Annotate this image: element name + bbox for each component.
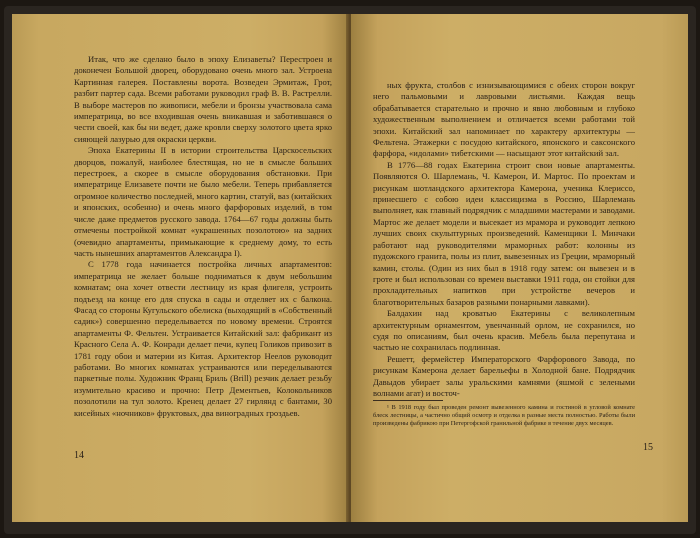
paragraph: Итак, что же сделано было в эпоху Елизаветы? Перестроен и доконечен Большой дворец, оборудовано очень много зал. Устроена Картинная галерея. Поставлены ворота. Возведен Эрмитаж, Грот, разбит партер сада. Всеми работами руководил граф В. В. Растрелли. В выборе мастеров по живописи, мебели и бронзы участвовала сама императрица, во все входившая очень вникавшая и заботившаяся о чести своей, как бы ни ведет, даже кровли сверху золотого цвета ярко сияющей лазурью для окраски церкви. (74, 54, 332, 144)
left-page-text (74, 54, 332, 419)
right-page-text (373, 80, 635, 399)
paragraph: С 1778 года начинается постройка личных апартаментов: императрица не желает больше подниматься к двум небольшим комнатам; она хочет отвести лестницу из края флигеля, устроить подъезд на конце его для спуска в сады и отделяет их с балкона. Фасад со стороны Кугульского обелиска (выходящий в «Собственный садик») совершенно переделывается по новому времени. Строятся апартаменты Ф. Фельтен. Устраивается Китайский зал: фабрикант из Красного Села А. Ф. Конради делает печи, купец Голиков привозит в 1781 году обои и материи из Китая. Архитектор Неелов руководит работами. Во многих комнатах устраиваются или переделываются паркетные полы. Художник Франц Бриль (Brill) резчик делает резьбу изумительно красиво и прочно: Петр Дементьев, Колокольников позолотили на тул золото. Кренец делает 27 гирлянд с бантами, 30 кисейных «ночников» фруктовых, два виноградных гроздьев. (74, 259, 332, 418)
paragraph: Эпоха Екатерины II в истории строительства Царскосельских дворцов, пожалуй, наиболее блестящая, но не в смысле больших перестроек, а скорее в смысле оборудования обстановки. При императрице Елизавете почти не было мебели. Теперь прибавляется огромное количество последней, много картин, статуй, ваз (китайских и японских, особенно) и очень много фарфоровых изделий, в том числе даже предметов русского завода. 1764—67 годы должны быть отмечены постройкой комнат «украшенных позолотою» на задних (очевидно апартаменты, примыкающие к среднему дому, то есть часть нынешних апартаментов Александра I). (74, 145, 333, 258)
paragraph: ных фрукта, столбов с изнизывающимися с обеих сторон вокруг него пальмовыми и лавровыми листьями. Каждая вещь обрабатывается старательно и прочно и явно любовным и глубоко художественным выполнением и отличается всеми работами той эпохи. Китайский зал напоминает по характеру архитектуры — Фельтена. Этажерки с посудою китайского, японского и саксонского фарфора, «идолами» тибетскими — насыщают этот китайский зал. (373, 80, 635, 159)
paragraph: Балдахин над кроватью Екатерины с великолепным архитектурным орнаментом, увенчанный орлом, не сохранился, но судя по описаниям, был очень красив. Мебель была перепутана и частью не сохранилась подлинная. (373, 308, 635, 353)
right-page-number: 15 (643, 442, 653, 453)
left-page (12, 14, 349, 522)
left-page-number: 14 (74, 450, 84, 461)
footnote-rule (373, 400, 443, 401)
paragraph: Решетт, фермейстер Императорского Фарфорового Завода, по рисункам Камерона делает барельефы в Холодной бане. Подрядчик Давыдов убирает залы уральскими камнями (яшмой с зелеными волнами агат) и восточ- (373, 353, 635, 398)
right-page (351, 14, 688, 522)
footnote: ¹ В 1918 году был проведен ремонт вывезенного камина и гостиной в угловой комнате блеск лестницы, а частично общий осмотр и отделка в разные места полностью. Работы были произведены фабрикою при Петергофской гранильной фабрике в течение двух месяцев. (373, 404, 635, 428)
paragraph: В 1776—88 годах Екатерина строит свои новые апартаменты. Появляются О. Шарлемань, Ч. Камерон, И. Мартос. По проектам и рисункам шотландского архитектора Камерона, ученика Клериссо, принесшего с собою идеи классицизма в Россию, Шарлемань выполняет, как главный подрядчик с младшими мастерами и заводами. Мартос же делает модели и высекает из мрамора и руководит лепкою лучших своих скульптурных произведений. Каменщики I. Минчаки работают над руководителями мраморных работ: колонны из пудожского гранита, полы из плит, вывезенных из Греции, мраморный камин, столы. (Один из них был в 1918 году затем: он вывезен и в гроте и был использован со времен выставки 1911 года, он стойки для прохладительных напитков при устройстве вечеров и благотворительных базаров разными понарными лавками). (373, 159, 635, 307)
